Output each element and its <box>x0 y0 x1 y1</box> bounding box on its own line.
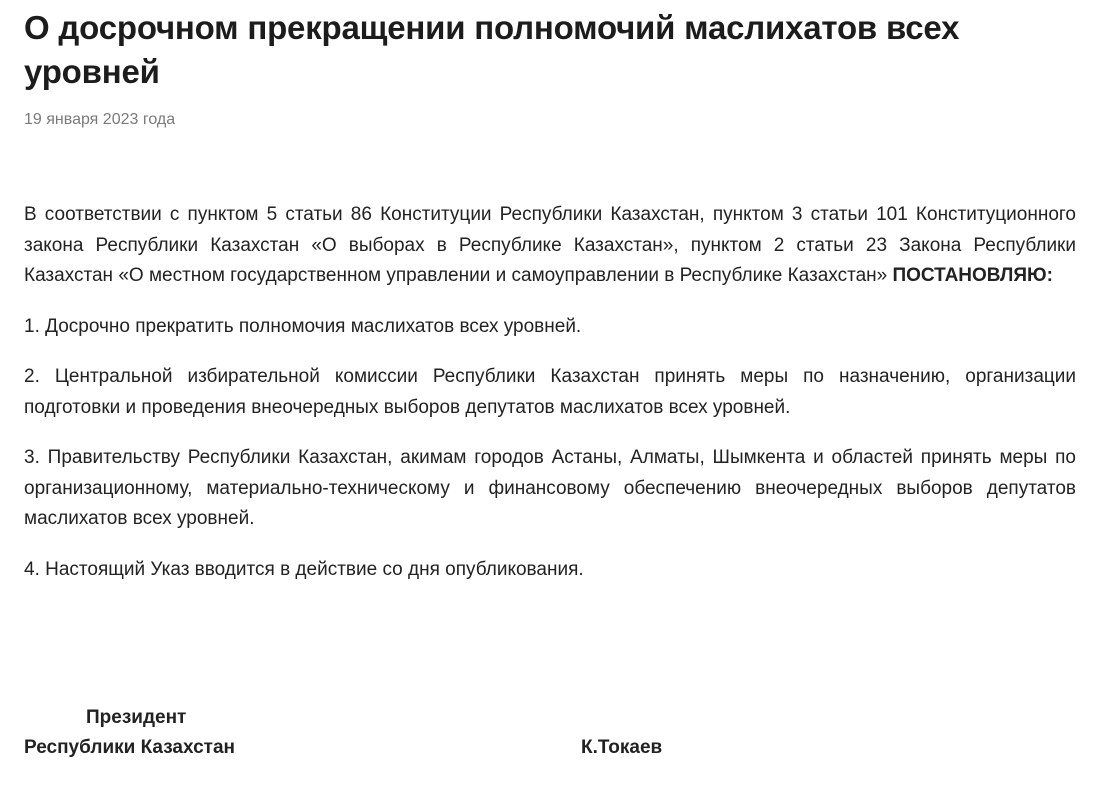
document-title: О досрочном прекращении полномочий маслихатов всех уровней <box>24 9 960 90</box>
document <box>24 0 1076 605</box>
document-body <box>24 200 1076 585</box>
preamble-paragraph <box>24 200 1076 292</box>
document-date: 19 января 2023 года <box>24 111 176 128</box>
decree-item-1: 1. Досрочно прекратить полномочия маслихатов всех уровней. <box>24 315 582 337</box>
signatory-position-line1: Президент <box>86 707 187 728</box>
preamble-text: В соответствии с пунктом 5 статьи 86 Конституции Республики Казахстан, пунктом 3 статьи 101 Конституционного закона Республики Казахстан «О выборах в Республике Казахстан», пунктом 2 статьи 23 Закона Республики Казахстан «О местном государственном управлении и самоуправлении в Республике Казахстан» <box>24 204 1076 286</box>
signatory-name: К.Токаев <box>581 737 663 758</box>
decree-item-2: 2. Центральной избирательной комиссии Республики Казахстан принять меры по назначению, организации подготовки и проведения внеочередных выборов депутатов маслихатов всех уровней. <box>24 366 1076 418</box>
decree-word: ПОСТАНОВЛЯЮ: <box>892 265 1053 286</box>
decree-item-3: 3. Правительству Республики Казахстан, акимам городов Астаны, Алматы, Шымкента и областей принять меры по организационному, материально-техническому и финансовому обеспечению внеочередных выборов депутатов маслихатов всех уровней. <box>24 447 1076 529</box>
signatory-position-line2: Республики Казахстан <box>24 737 236 758</box>
decree-item-4: 4. Настоящий Указ вводится в действие со дня опубликования. <box>24 558 584 580</box>
